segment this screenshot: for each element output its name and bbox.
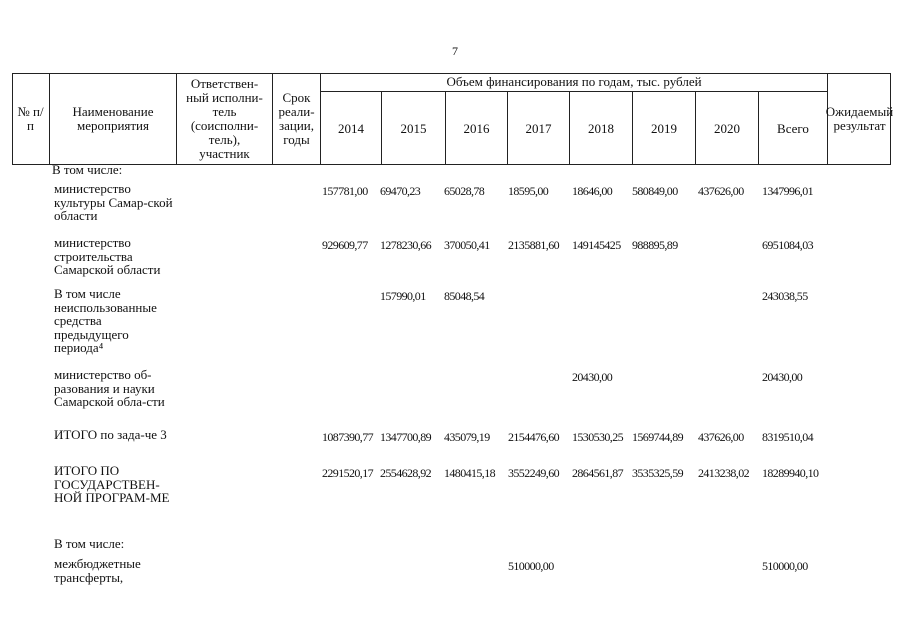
row-value: 2135881,60: [508, 238, 560, 252]
row-value: 157990,01: [380, 289, 426, 303]
header-year-2018: 2018: [569, 91, 632, 165]
row-value: 510000,00: [508, 559, 554, 573]
row-name: В том числе неиспользованные средства предыдущего периода⁴: [54, 286, 157, 355]
row-name: министерство строительства Самарской области: [54, 235, 161, 277]
row-value: 988895,89: [632, 238, 678, 252]
row-value: 20430,00: [572, 370, 613, 384]
row-value: 65028,78: [444, 184, 485, 198]
row-value: 157781,00: [322, 184, 368, 198]
header-year-2016: 2016: [445, 91, 507, 165]
row-value: 3552249,60: [508, 466, 560, 480]
row-name: В том числе:: [54, 536, 125, 551]
header-num: № п/п: [17, 104, 44, 133]
row-value: 580849,00: [632, 184, 678, 198]
row-value: 8319510,04: [762, 430, 814, 444]
header-responsible: Ответствен-ный исполни-тель (соисполни-тель), участник: [176, 73, 272, 165]
row-value: 1347700,89: [380, 430, 432, 444]
row-value: 1087390,77: [322, 430, 374, 444]
row-value: 2864561,87: [572, 466, 624, 480]
row-value: 69470,23: [380, 184, 421, 198]
row-name: ИТОГО по зада-че 3: [54, 427, 167, 442]
row-value: 3535325,59: [632, 466, 684, 480]
row-value: 1347996,01: [762, 184, 814, 198]
row-value: 1569744,89: [632, 430, 684, 444]
row-value: 1530530,25: [572, 430, 624, 444]
header-year-2017: 2017: [507, 91, 569, 165]
row-value: 929609,77: [322, 238, 368, 252]
row-value: 149145425: [572, 238, 621, 252]
row-name: министерство культуры Самар-ской области: [54, 181, 173, 223]
header-year-2014: 2014: [320, 91, 381, 165]
row-value: 18289940,10: [762, 466, 819, 480]
row-value: 1480415,18: [444, 466, 496, 480]
row-value: 2413238,02: [698, 466, 750, 480]
header-total: Всего: [758, 91, 827, 165]
header-year-2015: 2015: [381, 91, 445, 165]
row-name: межбюджетные трансферты,: [54, 556, 141, 585]
row-value: 370050,41: [444, 238, 490, 252]
row-name: В том числе:: [52, 162, 123, 177]
row-value: 20430,00: [762, 370, 803, 384]
row-value: 18646,00: [572, 184, 613, 198]
header-term: Срок реали-зации, годы: [272, 73, 320, 165]
row-value: 437626,00: [698, 184, 744, 198]
row-name: ИТОГО ПО ГОСУДАРСТВЕН-НОЙ ПРОГРАМ-МЕ: [54, 463, 170, 505]
row-value: 2154476,60: [508, 430, 560, 444]
row-value: 1278230,66: [380, 238, 432, 252]
row-value: 2554628,92: [380, 466, 432, 480]
header-result: Ожидаемый результат: [827, 73, 891, 165]
page-number: 7: [452, 44, 458, 58]
row-name: министерство об-разования и науки Самарской обла-сти: [54, 367, 165, 409]
header-year-2020: 2020: [695, 91, 758, 165]
row-value: 435079,19: [444, 430, 490, 444]
header-year-2019: 2019: [632, 91, 695, 165]
row-value: 437626,00: [698, 430, 744, 444]
row-value: 85048,54: [444, 289, 485, 303]
row-value: 6951084,03: [762, 238, 814, 252]
row-value: 243038,55: [762, 289, 808, 303]
header-funding: Объем финансирования по годам, тыс. рублей: [320, 73, 827, 91]
row-value: 18595,00: [508, 184, 549, 198]
header-name: Наименование мероприятия: [49, 73, 176, 165]
row-value: 510000,00: [762, 559, 808, 573]
table-header: [12, 73, 894, 165]
row-value: 2291520,17: [322, 466, 374, 480]
